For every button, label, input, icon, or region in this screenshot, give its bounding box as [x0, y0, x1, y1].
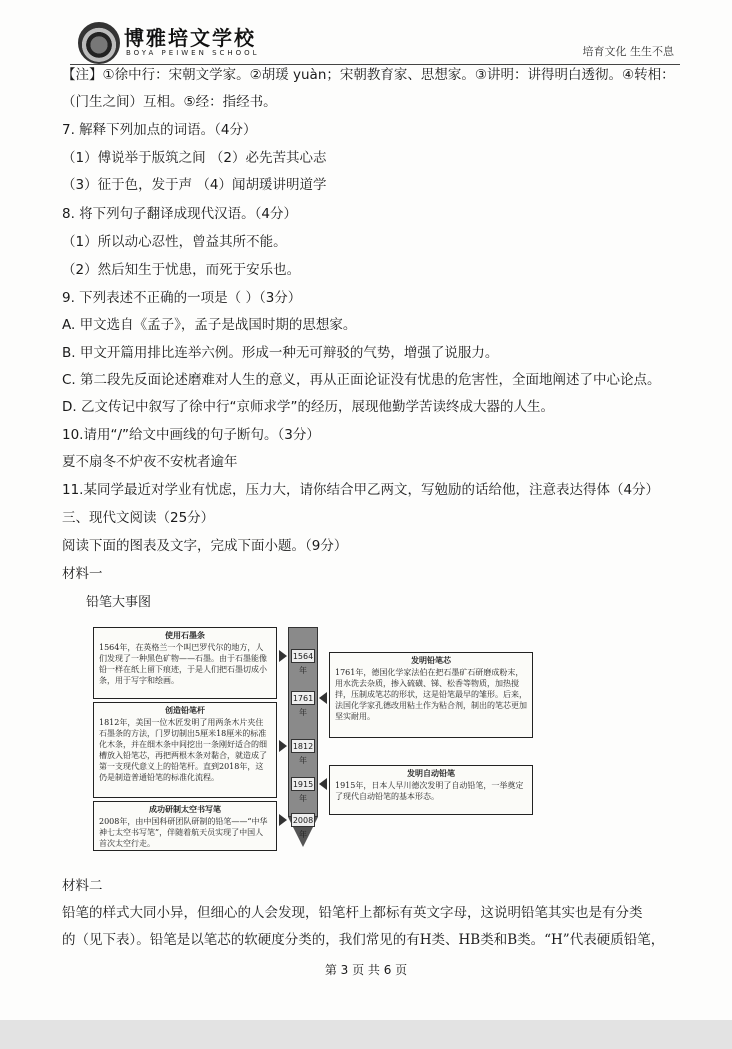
timeline-box — [329, 765, 533, 815]
timeline-year: 1812年 — [291, 739, 315, 753]
timeline-year: 1761年 — [291, 691, 315, 705]
material-one-label: 材料一 — [62, 566, 103, 582]
scan-bottom-margin — [0, 1020, 732, 1049]
timeline-box — [93, 801, 277, 851]
arrow-left-icon — [319, 692, 327, 704]
question-7-items: （3）征于色，发于声 （4）闻胡瑗讲明道学 — [62, 177, 327, 193]
timeline-box-text: 1915年，日本人早川德次发明了自动铅笔，一举奠定了现代自动铅笔的基本形态。 — [335, 781, 524, 801]
question-8: 8. 将下列句子翻译成现代汉语。（4分） — [62, 206, 298, 222]
arrow-right-icon — [279, 814, 287, 826]
timeline-year: 2008年 — [291, 813, 315, 827]
question-7-items: （1）傅说举于版筑之间 （2）必先苦其心志 — [62, 150, 327, 166]
timeline-year: 1915年 — [291, 777, 315, 791]
timeline-year: 1564年 — [291, 649, 315, 663]
timeline-box-heading: 发明铅笔芯 — [411, 655, 451, 665]
timeline-box-text: 1564年，在英格兰一个叫巴罗代尔的地方，人们发现了一种黑色矿物——石墨。由于石墨能像铅一样在纸上留下痕迹，于是人们把石墨切成小条，用于写字和绘画。 — [99, 643, 267, 685]
option-c: C. 第二段先反面论述磨难对人生的意义，再从正面论证没有忧患的危害性，全面地阐述了中心论点。 — [62, 372, 661, 388]
question-8-item: （1）所以动心忍性，曾益其所不能。 — [62, 234, 287, 250]
timeline-box-text: 1761年，德国化学家法伯在把石墨矿石研磨成粉末，用水洗去杂质，掺入硫磺、锑、松香等物质，加热搅拌，压制成笔芯的形状，这是铅笔最早的雏形。后来，法国化学家孔德改用粘土作为粘合剂，制出的笔芯更加坚实耐用。 — [335, 668, 527, 721]
timeline-box — [329, 652, 533, 738]
pencil-timeline-figure — [93, 627, 593, 853]
material-two-label: 材料二 — [62, 878, 103, 894]
timeline-box-heading: 成功研制太空书写笔 — [149, 804, 221, 814]
timeline-box-text: 1812年，美国一位木匠发明了用两条木片夹住石墨条的方法，门罗切制出5厘米18厘米的标准化木条，并在细木条中间挖出一条刚好适合的细槽放入铅笔芯，再把两根木条对黏合，就造成了第一支现代意义上的铅笔杆。直到2018年，这仍是制造普通铅笔的标准化流程。 — [99, 718, 267, 782]
option-d: D. 乙文传记中叙写了徐中行“京师求学”的经历，展现他勤学苦读终成大器的人生。 — [62, 399, 554, 415]
school-logo-icon — [78, 22, 120, 64]
arrow-right-icon — [279, 740, 287, 752]
material-two-text: 的（见下表）。铅笔是以笔芯的软硬度分类的，我们常见的有H类、HB类和B类。“H”代表硬质铅笔， — [62, 932, 665, 948]
question-7: 7. 解释下列加点的词语。（4分） — [62, 122, 257, 138]
note-line: （门生之间）互相。⑤经：指经书。 — [62, 94, 277, 110]
question-9: 9. 下列表述不正确的一项是（ ）（3分） — [62, 290, 302, 306]
timeline-box-text: 2008年，由中国科研团队研制的铅笔——“中华神七太空书写笔”，伴随着航天员实现了中国人首次太空行走。 — [99, 817, 268, 848]
timeline-box-heading: 发明自动铅笔 — [407, 768, 455, 778]
option-b: B. 甲文开篇用排比连举六例。形成一种无可辩驳的气势，增强了说服力。 — [62, 345, 499, 361]
option-a: A. 甲文选自《孟子》，孟子是战国时期的思想家。 — [62, 317, 357, 333]
note-line: 【注】①徐中行：宋朝文学家。②胡瑗 yuàn；宋朝教育家、思想家。③讲明：讲得明白透彻。④转相： — [62, 67, 675, 83]
arrow-right-icon — [279, 650, 287, 662]
timeline-box — [93, 627, 277, 699]
timeline-box — [93, 702, 277, 798]
arrow-left-icon — [319, 778, 327, 790]
question-10: 10.请用“/”给文中画线的句子断句。（3分） — [62, 427, 320, 443]
timeline-box-heading: 创造铅笔杆 — [165, 705, 205, 715]
section-heading: 三、现代文阅读（25分） — [62, 510, 215, 526]
school-motto: 培育文化 生生不息 — [582, 45, 674, 58]
school-name-en: BOYA PEIWEN SCHOOL — [126, 49, 260, 57]
page-number: 第 3 页 共 6 页 — [324, 963, 408, 977]
figure-title: 铅笔大事图 — [86, 595, 152, 610]
page-header — [70, 18, 680, 65]
school-name: 博雅培文学校 — [124, 26, 256, 50]
question-11: 11.某同学最近对学业有忧虑，压力大，请你结合甲乙两文，写勉励的话给他，注意表达得体（4分） — [62, 482, 660, 498]
question-10-sentence: 夏不扇冬不炉夜不安枕者逾年 — [62, 454, 238, 470]
timeline-box-heading: 使用石墨条 — [165, 630, 205, 640]
section-instruction: 阅读下面的图表及文字，完成下面小题。（9分） — [62, 538, 348, 554]
question-8-item: （2）然后知生于忧患，而死于安乐也。 — [62, 262, 301, 278]
material-two-text: 铅笔的样式大同小异，但细心的人会发现，铅笔杆上都标有英文字母，这说明铅笔其实也是有分类 — [62, 905, 643, 921]
